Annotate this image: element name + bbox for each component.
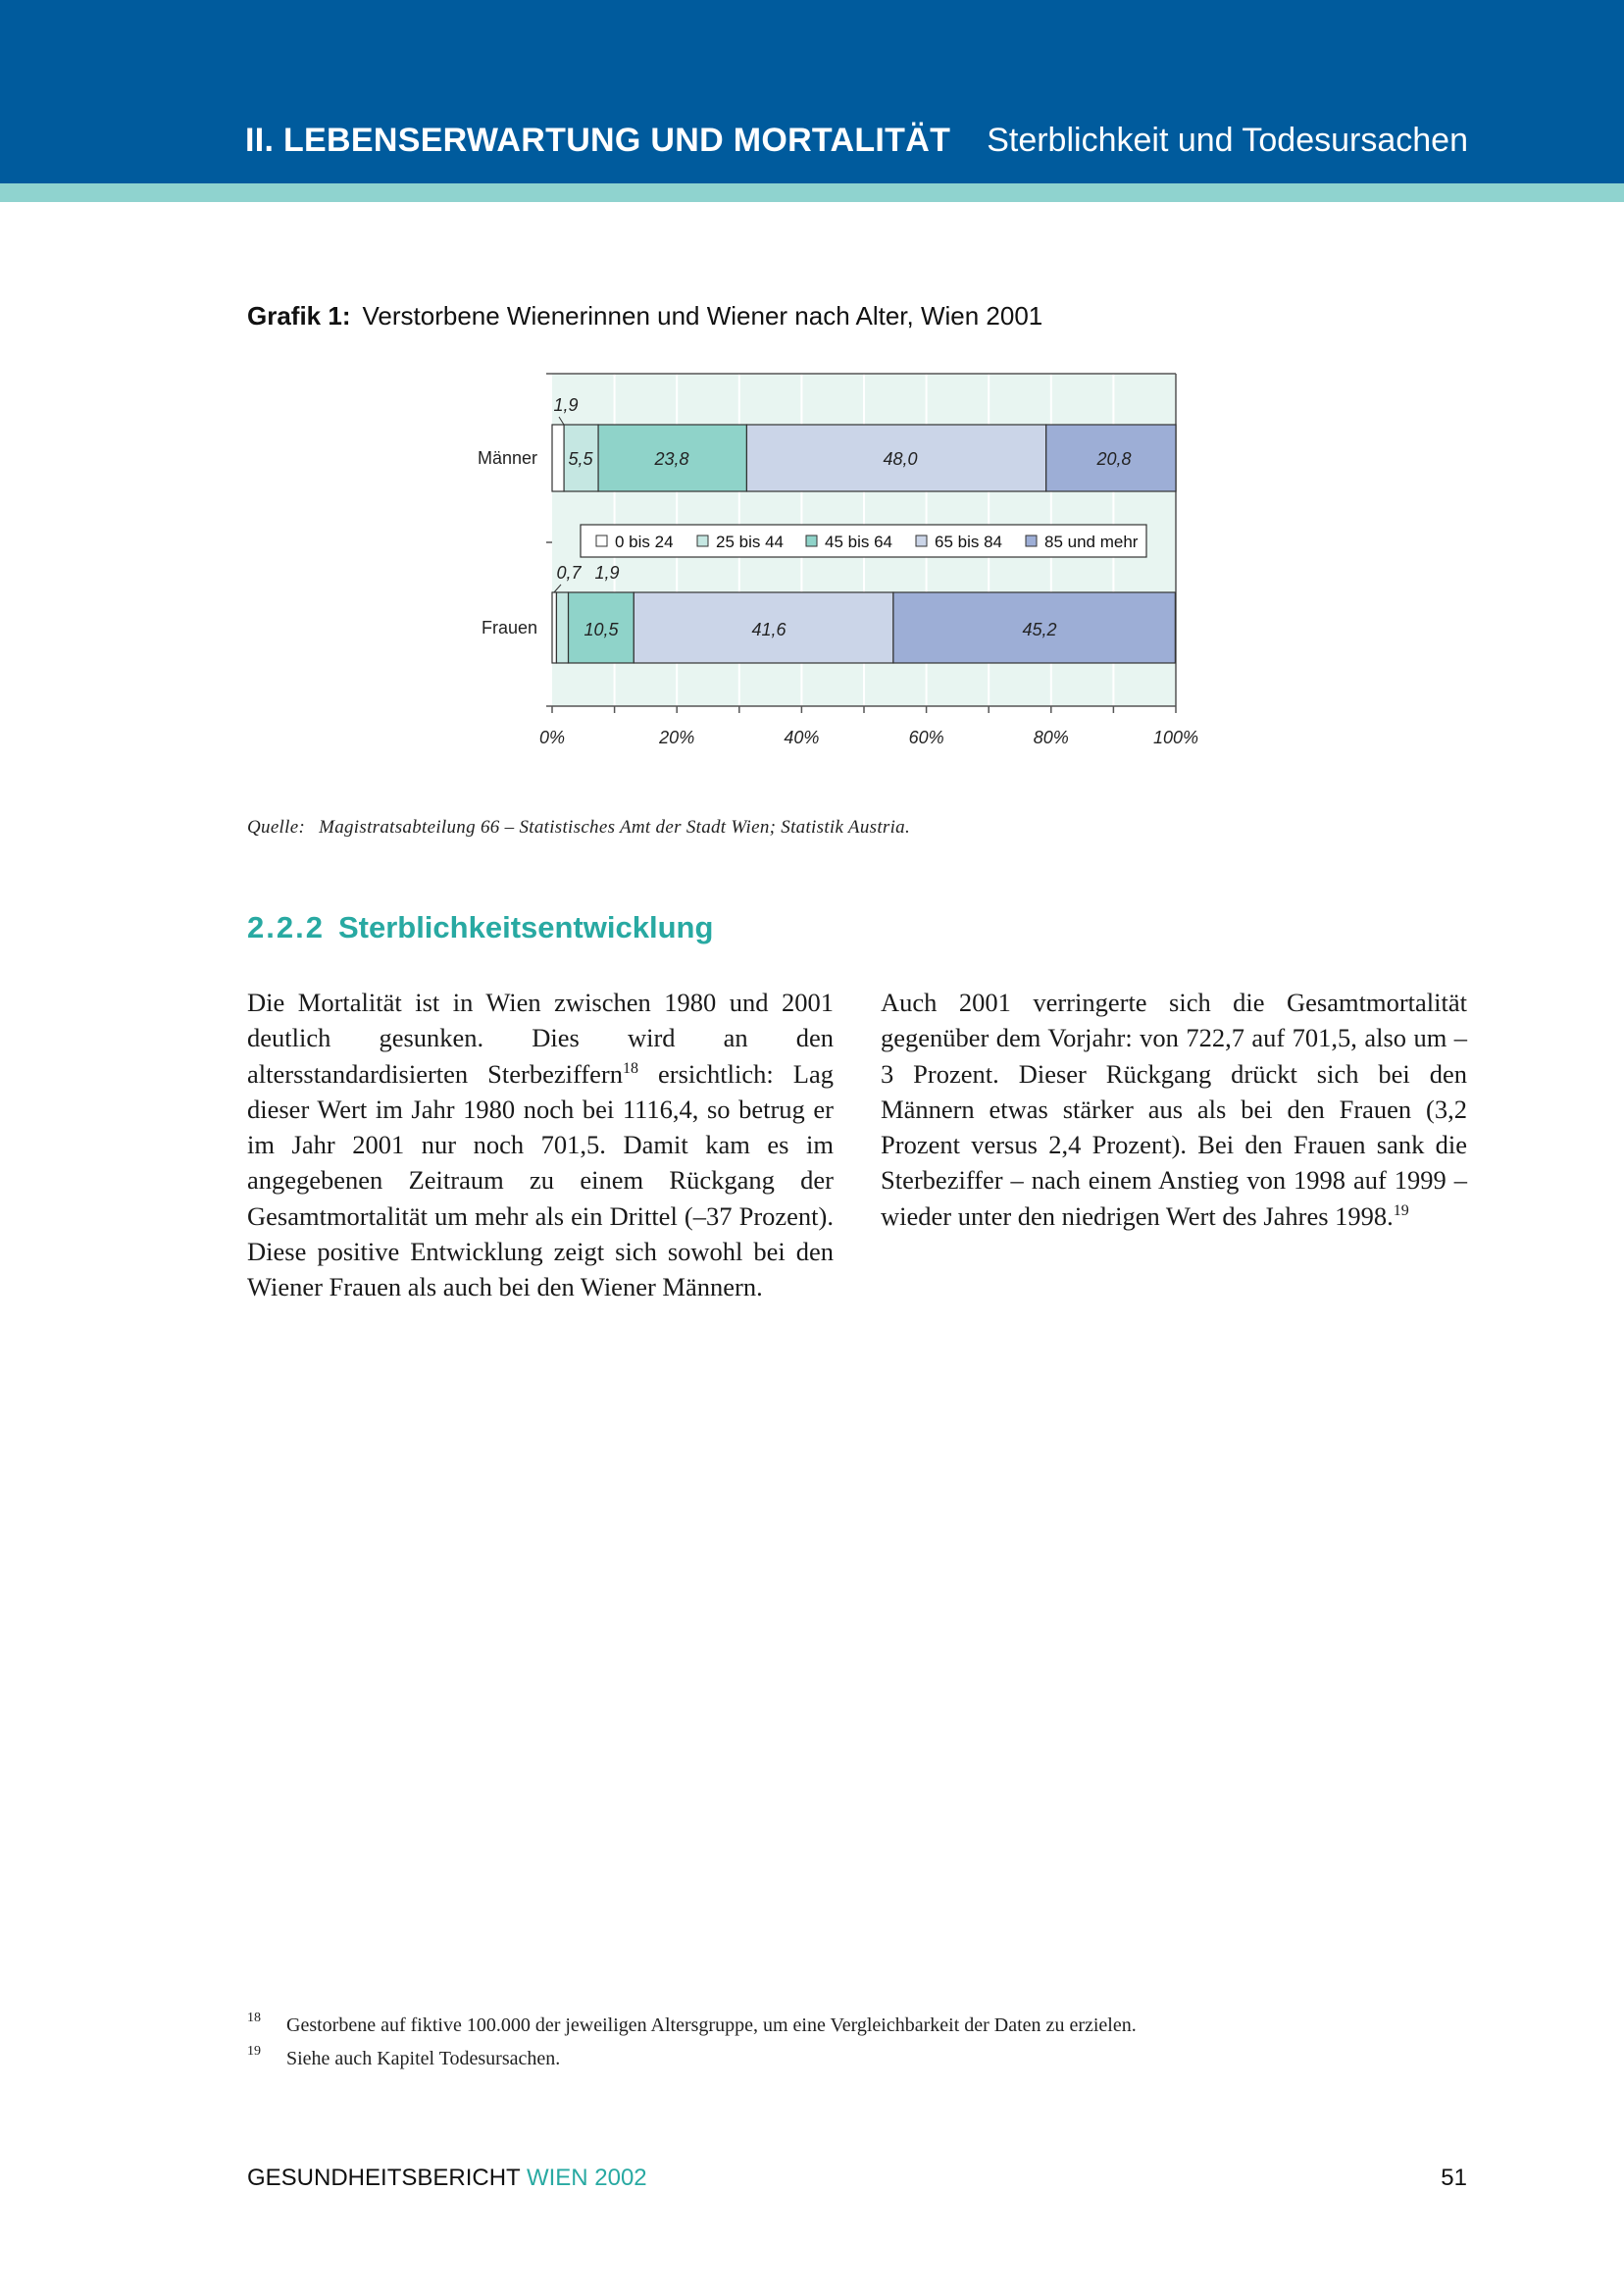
- figure-label: Grafik 1:: [247, 301, 351, 331]
- footnote-text: Gestorbene auf fiktive 100.000 der jeweiligen Altersgruppe, um eine Vergleichbarkeit der Daten zu erzielen.: [286, 2014, 1137, 2036]
- paragraph-left-text-2: ersichtlich: Lag dieser Wert im Jahr 1980 noch bei 1116,4, so betrug er im Jahr 2001 nur noch 701,5. Damit kam es im angegebenen Zeitraum zu einem Rückgang der Gesamtmortalität um mehr als ein Drittel (–37 Prozent). Diese positive Entwicklung zeigt sich sowohl bei den Wiener Frauen als auch bei den Wiener Männern.: [247, 1058, 834, 1302]
- footnote-mark: 19: [247, 2044, 261, 2059]
- paragraph-left-text-1: Die Mortalität ist in Wien zwischen 1980 und 2001 deutlich gesunken. Dies wird an den altersstandardisierten Sterbeziffern: [247, 988, 834, 1089]
- footnote-text: Siehe auch Kapitel Todesursachen.: [286, 2048, 561, 2069]
- bar-segment: [552, 425, 564, 491]
- x-tick-label: 20%: [659, 728, 695, 747]
- data-label: 48,0: [883, 449, 918, 469]
- page-number: 51: [1441, 2165, 1467, 2191]
- legend-swatch: [1026, 535, 1037, 546]
- paragraph-left: [247, 985, 834, 1305]
- x-tick-label: 40%: [784, 728, 820, 747]
- source-text: Magistratsabteilung 66 – Statistisches Amt der Stadt Wien; Statistik Austria.: [319, 817, 911, 838]
- figure-source: [247, 817, 924, 839]
- footer-title: [247, 2165, 647, 2192]
- source-label: Quelle:: [247, 817, 306, 838]
- bar-segment: [556, 592, 568, 663]
- footnote-ref-19: 19: [1393, 1201, 1409, 1219]
- footer-title-accent: WIEN 2002: [526, 2165, 647, 2191]
- paragraph-right-text: Auch 2001 verringerte sich die Gesamtmortalität gegenüber dem Vorjahr: von 722,7 auf 701,5, also um –3 Prozent. Dieser Rückgang drückt sich bei den Männern etwas stärker aus als bei den Frauen (3,2 Prozent versus 2,4 Prozent). Bei den Frauen sank die Sterbeziffer – nach einem Anstieg von 1998 auf 1999 – wieder unter den niedrigen Wert des Jahres 1998.: [881, 988, 1467, 1231]
- stacked-bar-chart: [0, 0, 1624, 785]
- data-label: 0,7: [556, 563, 582, 583]
- data-label: 10,5: [584, 620, 619, 639]
- footer-title-main: GESUNDHEITSBERICHT: [247, 2165, 521, 2191]
- legend-swatch: [806, 535, 817, 546]
- legend-label: 25 bis 44: [716, 533, 784, 551]
- data-label: 20,8: [1096, 449, 1132, 469]
- x-tick-label: 0%: [538, 728, 566, 747]
- footnote-18: [247, 2011, 1137, 2037]
- footnote-19: [247, 2044, 561, 2070]
- legend-label: 85 und mehr: [1044, 533, 1139, 551]
- category-label: Frauen: [481, 618, 537, 637]
- data-label: 45,2: [1022, 620, 1057, 639]
- text-column-left: [247, 985, 834, 1305]
- chapter-title: II. LEBENSERWARTUNG UND MORTALITÄT: [245, 122, 951, 159]
- data-label: 1,9: [594, 563, 620, 583]
- topic-title: Sterblichkeit und Todesursachen: [987, 122, 1468, 159]
- section-heading: [247, 910, 713, 945]
- legend-label: 0 bis 24: [615, 533, 674, 551]
- data-label: 5,5: [568, 449, 593, 469]
- data-label: 1,9: [553, 395, 579, 415]
- legend-swatch: [916, 535, 927, 546]
- data-label: 41,6: [751, 620, 787, 639]
- text-column-right: [881, 985, 1467, 1234]
- footnote-mark: 18: [247, 2011, 261, 2025]
- data-label: 23,8: [654, 449, 689, 469]
- section-title-text: Sterblichkeitsentwicklung: [337, 910, 714, 944]
- footnote-ref-18: 18: [623, 1059, 639, 1077]
- bar-segment: [552, 592, 556, 663]
- legend-label: 45 bis 64: [825, 533, 892, 551]
- figure-title: Verstorbene Wienerinnen und Wiener nach Alter, Wien 2001: [362, 301, 1043, 331]
- paragraph-right: [881, 985, 1467, 1234]
- x-tick-label: 80%: [1033, 728, 1069, 747]
- category-label: Männer: [477, 448, 537, 468]
- x-tick-label: 100%: [1152, 728, 1199, 747]
- legend-label: 65 bis 84: [935, 533, 1002, 551]
- x-tick-label: 60%: [908, 728, 944, 747]
- legend-swatch: [697, 535, 708, 546]
- legend-swatch: [596, 535, 607, 546]
- section-number: 2.2.2: [247, 910, 325, 944]
